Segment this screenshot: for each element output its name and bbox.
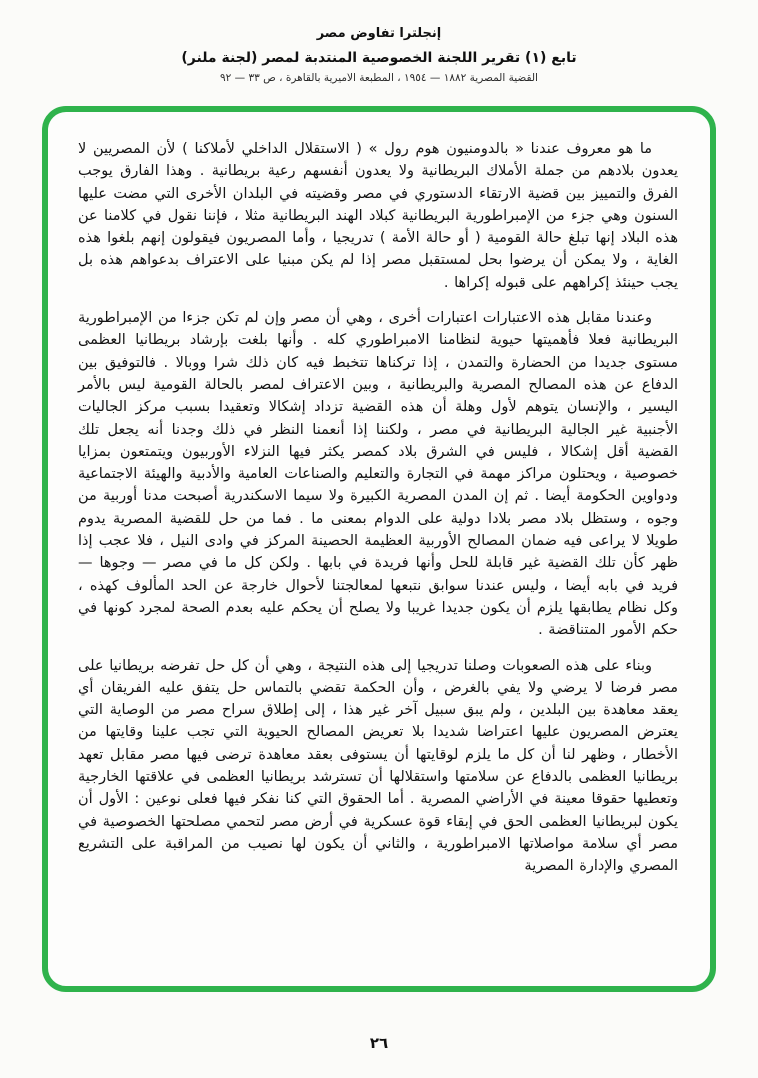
body-paragraph-3: وبناء على هذه الصعوبات وصلنا تدريجيا إلى هذه النتيجة ، وهي أن كل حل تفرضه بريطانيا على مصر فرضا لا يرضي ولا يفي بالغرض ، وأن الحكمة تقضي بالتماس حل يتفق عليه الفريقان أي يعقد معاهدة بين البلدين ، ولم يبق سبيل آخر غير هذا ، إلى إطلاق سراح مصر من الوصاية التي يعترض المصريون عليها اعتراضا شديدا بلا تعريض المصالح الحيوية التي تجب علينا وقايتها من الأخطار ، وظهر لنا أن كل ما يلزم لوقايتها أن يستوفى بعقد معاهدة ترضى فيها مصر مقابل تعهد بريطانيا العظمى بالدفاع عن سلامتها واستقلالها أن تسترشد بريطانيا العظمى في علاقتها الخارجية وتعطيها حقوقا معينة في الأراضي المصرية . أما الحقوق التي كنا نفكر فيها فعلى نوعين : الأول أن يكون لبريطانيا العظمى الحق في إبقاء قوة عسكرية في أرض مصر لتحمي مصلحتها الخصوصية في مصر أي سلامة مواصلاتها الامبراطورية ، والثاني أن يكون لها نصيب من المراقبة على التشريع المصري والإدارة المصرية bbox=[78, 657, 678, 875]
body-text bbox=[78, 138, 678, 878]
source-citation-line: القضية المصرية ١٨٨٢ — ١٩٥٤ ، المطبعة الأميرية بالقاهرة ، ص ٣٣ — ٩٢ bbox=[220, 73, 538, 84]
body-paragraph-1: ما هو معروف عندنا « بالدومنيون هوم رول » ( الاستقلال الداخلي لأملاكنا ) لأن المصريين لا يعدون بلادهم من جملة الأملاك البريطانية ولا يعدون أنفسهم رعية بريطانية . وهذا الفارق يوجب الفرق والتمييز بين قضية الارتقاء الدستوري في مصر وقضيته في البلدان الأخرى التي مضت عليها السنون وهي جزء من الإمبراطورية البريطانية كبلاد الهند البريطانية مثلا ، فإننا نقول في كلامنا عن هذه البلاد إنها تبلغ حالة القومية ( أو حالة الأمة ) تدريجيا ، وأما المصريون فيقولون إنهم بلغوا هذه الغاية ، ولا يمكن أن يرضوا بحل لمستقبل مصر إذا لم يكن مبنيا على الاعتراف بدعواهم هذه بل يجب حينئذ إكراههم على قبوله إكراها . bbox=[78, 141, 678, 291]
page-header bbox=[0, 0, 758, 84]
body-paragraph-2: وعندنا مقابل هذه الاعتبارات اعتبارات أخرى ، وهي أن مصر وإن لم تكن جزءا من الإمبراطورية البريطانية فعلا فأهميتها حيوية لنظامنا الامبراطوري كله . وأنها بلغت بإرشاد بريطانيا العظمى مستوى جديدا من الحضارة والتمدن ، إذا تركناها تتخبط فيه كان ذلك شرا ووبالا . فالتوفيق بين الدفاع عن هذه المصالح المصرية والبريطانية ، وبين الاعتراف لمصر بالحالة القومية ليس بالأمر اليسير ، والإنسان يتوهم لأول وهلة أن هذه القضية تزداد إشكالا وتعقيدا بسبب مركز الجاليات الأجنبية غير الجالية البريطانية في مصر ، ولكننا إذا أنعمنا النظر في ذلك وجدنا أنه يجعل تلك القضية أقل إشكالا ، فليس في الشرق بلاد كمصر يكثر فيها النزلاء الأوربيون ويتمتعون بمزايا خصوصية ، ويحتلون مراكز مهمة في التجارة والتعليم والصناعات العامية والأدبية والهيئة الاجتماعية ودواوين الحكومة أيضا . ثم إن المدن المصرية الكبيرة ولا سيما الاسكندرية أصبحت مدنا أوربية من وجوه ، وستظل بلاد مصر بلادا دولية على الدوام بمعنى ما . فما من حل للقضية المصرية يدوم طويلا لا يراعى فيه ضمان المصالح الأوربية العظيمة الحصينة المركز في وادى النيل ، فلا عجب إذا ظهر كأن تلك القضية غير قابلة للحل وأنها فريدة في بابها . ولكن كل ما في مصر — وجوها — فريد في بابه أيضا ، وليس عندنا سوابق نتبعها لمعالجتنا لأحوال خارجة عن الحد المألوف كهذه ، وكل نظام يطابقها يلزم أن يكون جديدا غريبا ولا يصلح أن يحكم عليه بعدم الصحة لمجرد كونها في حكم الأمور المتناقضة . bbox=[78, 310, 678, 639]
page-number: ٢٦ bbox=[369, 1034, 389, 1052]
document-title: إنجلترا تفاوض مصر bbox=[316, 26, 442, 41]
document-subtitle: تابع (١) تقرير اللجنة الخصوصية المنتدبة لمصر (لجنة ملنر) bbox=[181, 50, 577, 66]
text-frame bbox=[42, 106, 716, 992]
